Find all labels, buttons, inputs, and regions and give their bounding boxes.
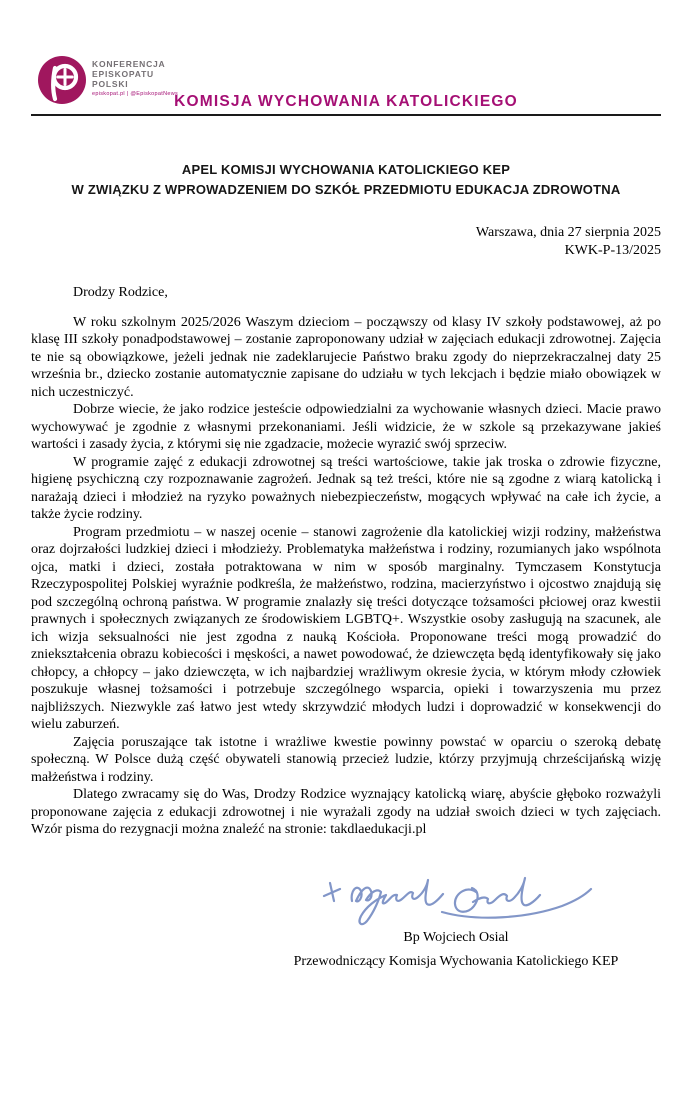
body-paragraph: Dobrze wiecie, że jako rodzice jesteście odpowiedzialni za wychowanie własnych dzieci. Macie prawo wychowywać je zgodnie z własnymi przekonaniami. Jeśli widzicie, że w szkole są przekazywane jakieś wartości i zasady życia, z którymi się nie zgadzacie, możecie wyrazić swój sprzeciw.: [31, 402, 661, 452]
signature-flourish-stroke: [442, 889, 591, 918]
body-paragraph: W roku szkolnym 2025/2026 Waszym dzieciom – począwszy od klasy IV szkoły podstawowej, aż po klasę III szkoły ponadpodstawowej – zostanie zaproponowany udział w zajęciach edukacji zdrowotnej. Zajęcia te nie są obowiązkowe, jeżeli jednak nie zadeklarujecie Państwo braku zgody do nieprzekraczalnej daty 25 września br., dziecko zostanie automatycznie zapisane do udziału w tych lekcjach i będzie miało obowiązek w nich uczestniczyć.: [31, 314, 661, 400]
logo-org-line: EPISKOPATU: [92, 69, 154, 79]
body-paragraph: Zajęcia poruszające tak istotne i wrażliwe kwestie powinny powstać w oparciu o szeroką debatę społeczną. W Polsce dużą część obywateli stanowią przecież ludzie, którzy przyjmują chrześcijańską wizję małżeństwa i rodziny.: [31, 734, 661, 785]
signature-cross-stroke: [324, 883, 340, 901]
letter-title-line1: APEL KOMISJI WYCHOWANIA KATOLICKIEGO KEP: [181, 162, 511, 177]
letter-body: [31, 314, 661, 839]
letter-title: [31, 160, 661, 200]
letter-content: [0, 56, 692, 971]
place-date: Warszawa, dnia 27 sierpnia 2025: [475, 225, 661, 240]
signature-word1-stroke: [352, 880, 443, 924]
body-paragraph: Dlatego zwracamy się do Was, Drodzy Rodzice wyznający katolicką wiarę, abyście głęboko rozważyli proponowane zajęcia z edukacji zdrowotnej i nie wyrażali zgody na udział swoich dzieci w tych zajęciach. Wzór pisma do rezygnacji można znaleźć na stronie: takdlaedukacji.pl: [31, 787, 661, 837]
body-paragraph: Program przedmiotu – w naszej ocenie – stanowi zagrożenie dla katolickiej wizji rodziny, małżeństwa oraz dojrzałości ludzkiej dzieci i młodzieży. Problematyka małżeństwa i rodziny, rozumianych jako wspólnota ojca, matki i dzieci, została potraktowana w nim w sposób marginalny. Tymczasem Konstytucja Rzeczypospolitej Polskiej wyraźnie podkreśla, że małżeństwo, rodzina, macierzyństwo i ojcostwo znajdują się pod szczególną ochroną państwa. W programie znalazły się treści dotyczące tożsamości płciowej oraz kwestii prawnych i społecznych związanych ze środowiskiem LGBTQ+. Wszystkie osoby zasługują na szacunek, ale ich wizja seksualności nie jest zgodna z nauką Kościoła. Proponowane treści mogą prowadzić do zniekształcenia obrazu kobiecości i męskości, a nawet powodować, że dziewczęta będą identyfikowały się jako chłopcy, a chłopcy – jako dziewczęta, w ich najbardziej wrażliwym okresie życia, w którym młody człowiek poszukuje własnej tożsamości i potrzebuje szczególnego wsparcia, opieki i towarzyszenia mu przez najbliższych. Niezwykle zaś łatwo jest wtedy skrzywdzić młodych ludzi i doprowadzić w konsekwencji do wielu zaburzeń.: [31, 524, 661, 732]
department-title: KOMISJA WYCHOWANIA KATOLICKIEGO: [174, 93, 518, 110]
body-paragraph: W programie zajęć z edukacji zdrowotnej są treści wartościowe, takie jak troska o zdrowie fizyczne, higienę psychiczną czy rozpoznawanie zagrożeń. Jednak są też treści, które nie są zgodne z wiarą katolicką i narażają dzieci i młodzież na ryzyko poważnych niebezpieczeństw, mogących wpływać na całe ich życie, a także życie rodziny.: [31, 454, 661, 522]
logo-org-line: KONFERENCJA: [92, 59, 166, 69]
letter-title-line2: W ZWIĄZKU Z WPROWADZENIEM DO SZKÓŁ PRZEDMIOTU EDUKACJA ZDROWOTNA: [71, 182, 621, 197]
signer-role: Przewodniczący Komisja Wychowania Katolickiego KEP: [293, 953, 619, 969]
signature-word2-stroke: [455, 878, 540, 912]
letterhead: [31, 56, 661, 116]
signer-block: [31, 929, 661, 971]
handwritten-signature: [316, 869, 596, 927]
date-block: [31, 224, 661, 260]
logo-org-line: POLSKI: [92, 79, 129, 89]
signature-ink-icon: [316, 869, 596, 927]
salutation: Drodzy Rodzice,: [73, 285, 168, 300]
reference-number: KWK-P-13/2025: [564, 243, 661, 258]
logo-tagline: episkopat.pl | @EpiskopatNews: [92, 91, 179, 97]
signer-name: Bp Wojciech Osial: [403, 929, 509, 945]
